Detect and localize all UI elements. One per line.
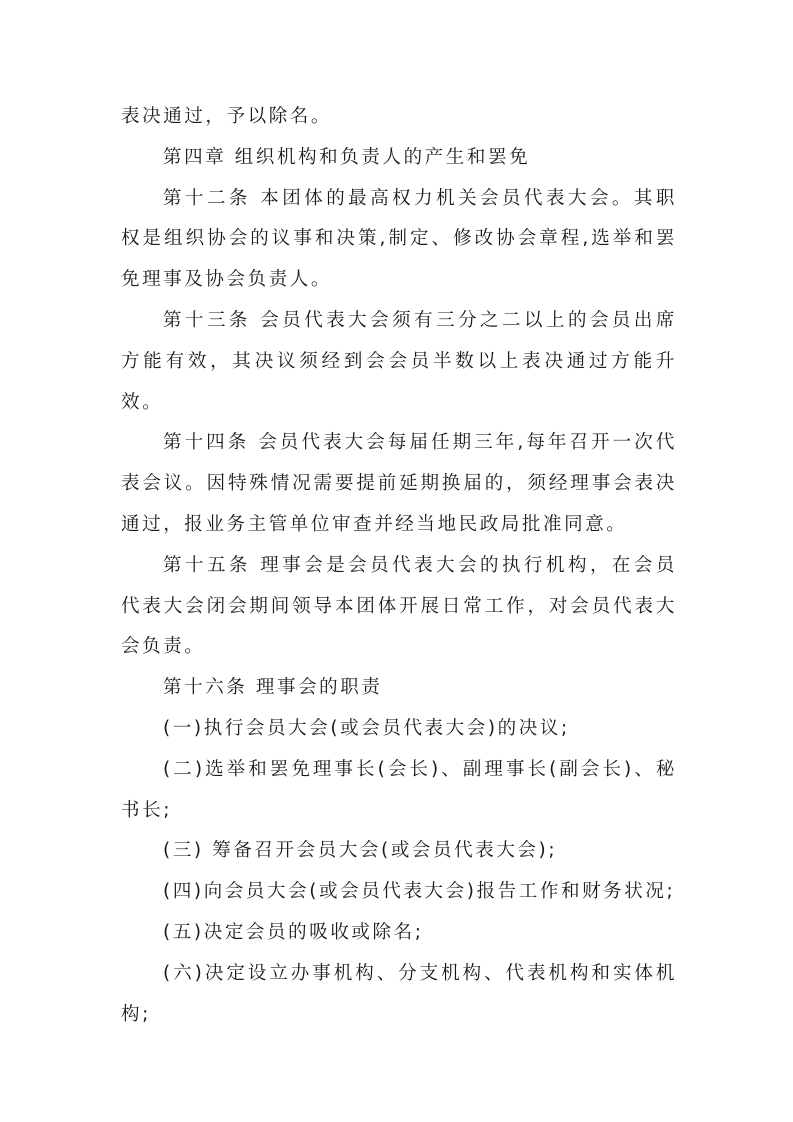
article-13: 第十三条 会员代表大会须有三分之二以上的会员出席方能有效，其决议须经到会会员半数以上表决通过方能升效。 [121,309,677,413]
duty-item-4: (四)向会员大会(或会员代表大会)报告工作和财务状况; [163,881,676,903]
article-12: 第十二条 本团体的最高权力机关会员代表大会。其职权是组织协会的议事和决策,制定、修改协会章程,选举和罢免理事及协会负责人。 [121,187,677,291]
article-14: 第十四条 会员代表大会每届任期三年,每年召开一次代表会议。因特殊情况需要提前延期换届的，须经理事会表决通过，报业务主管单位审查并经当地民政局批准同意。 [121,432,677,535]
chapter-heading: 第四章 组织机构和负责人的产生和罢免 [163,146,531,168]
article-15: 第十五条 理事会是会员代表大会的执行机构，在会员代表大会闭会期间领导本团体开展日常工作，对会员代表大会负责。 [121,554,677,658]
document-body [121,97,677,1035]
duty-item-6: (六)决定设立办事机构、分支机构、代表机构和实体机构; [121,962,677,1025]
duty-item-3: (三) 筹备召开会员大会(或会员代表大会); [163,840,558,862]
article-16: 第十六条 理事会的职责 [163,677,383,699]
paragraph-continuation: 表决通过，予以除名。 [121,106,333,127]
duty-item-2: (二)选举和罢免理事长(会长)、副理事长(副会长)、秘书长; [121,758,677,821]
duty-item-1: (一)执行会员大会(或会员代表大会)的决议; [163,717,570,739]
duty-item-5: (五)决定会员的吸收或除名; [163,921,424,943]
